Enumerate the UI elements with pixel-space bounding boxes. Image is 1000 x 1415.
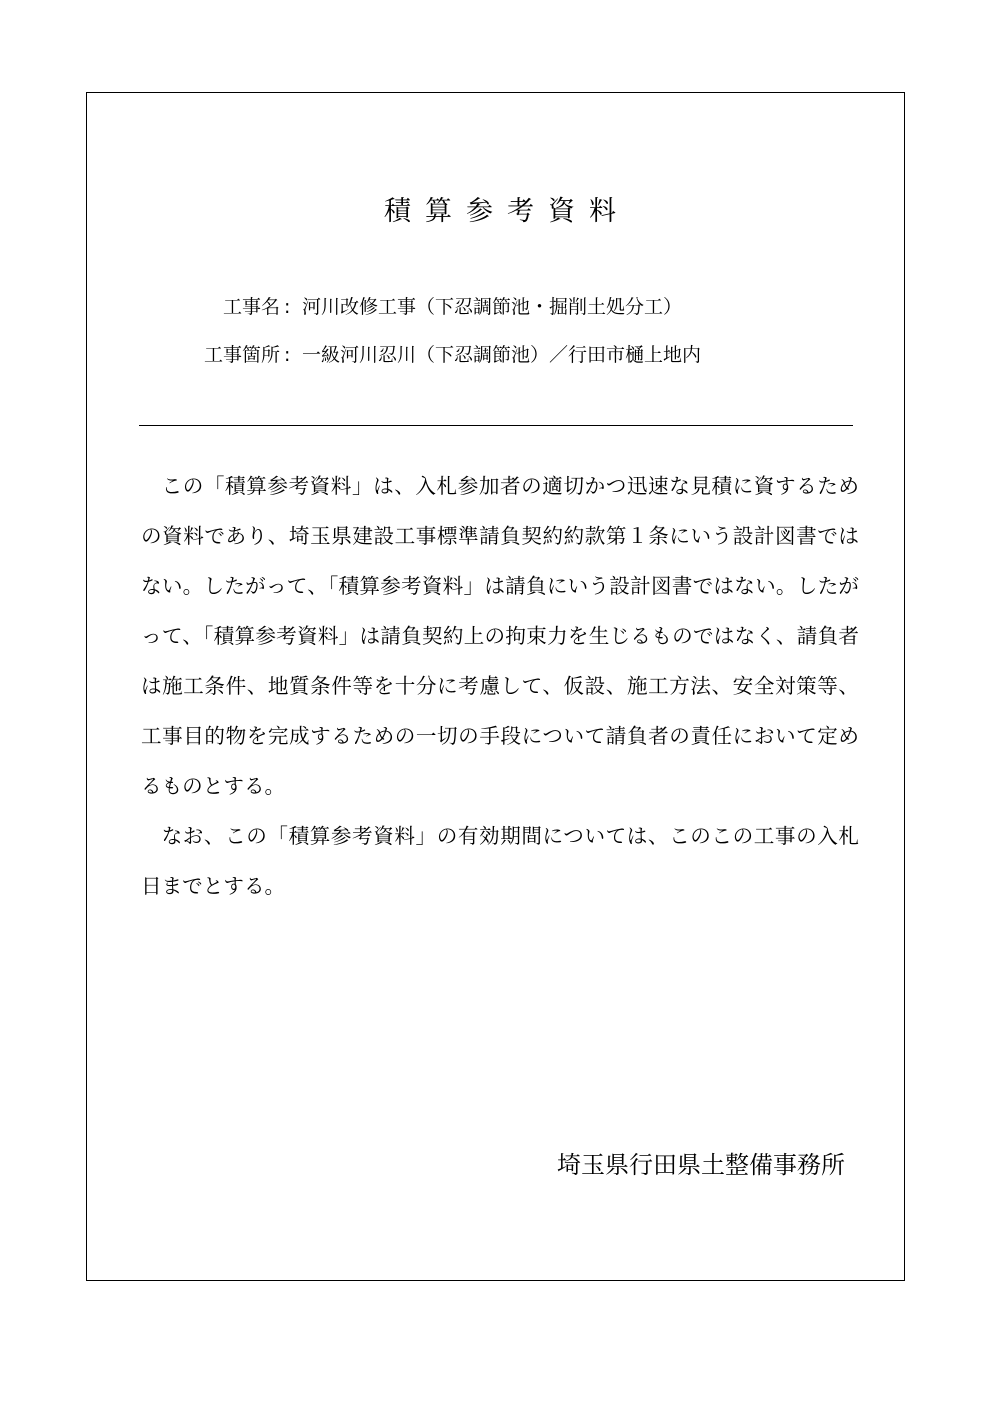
document-title: 積算参考資料: [384, 196, 630, 227]
notice-paragraph-2: なお、この「積算参考資料」の有効期間については、このこの工事の入札日までとする。: [141, 824, 859, 898]
construction-place-label: 工事箇所: [203, 344, 280, 366]
construction-name-value: 河川改修工事（下忍調節池・掘削土処分工）: [302, 296, 683, 318]
issuing-office: 埼玉県行田県土整備事務所: [557, 1151, 845, 1179]
divider-line: [139, 425, 853, 426]
notice-body: [141, 461, 859, 911]
construction-name-colon: :: [284, 296, 291, 318]
construction-place-colon: :: [284, 344, 291, 366]
notice-paragraph-1: この「積算参考資料」は、入札参加者の適切かつ迅速な見積に資するための資料であり、埼玉県建設工事標準請負契約約款第１条にいう設計図書ではない。したがって、「積算参考資料」は請負にいう設計図書ではない。したがって、「積算参考資料」は請負契約上の拘束力を生じるものではなく、請負者は施工条件、地質条件等を十分に考慮して、仮設、施工方法、安全対策等、工事目的物を完成するための一切の手段について請負者の責任において定めるものとする。: [141, 474, 859, 798]
construction-place-value: 一級河川忍川（下忍調節池）／行田市樋上地内: [302, 344, 702, 366]
construction-place-row: [140, 340, 701, 370]
construction-name-label: 工事名: [222, 296, 280, 318]
construction-name-row: [140, 292, 682, 322]
